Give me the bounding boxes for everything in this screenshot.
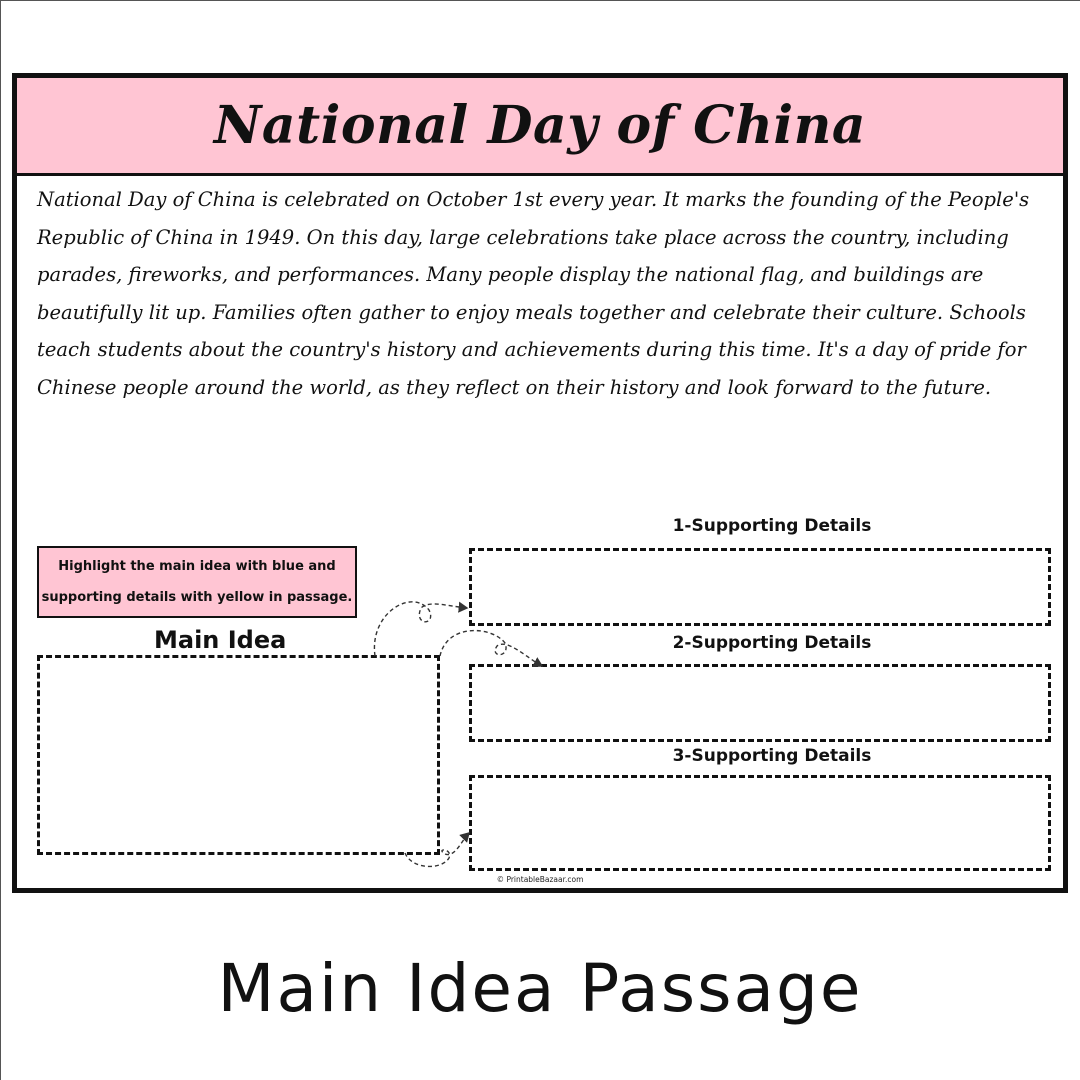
instruction-text: Highlight the main idea with blue and supporting details with yellow in passage. (41, 559, 353, 605)
copyright-notice: © PrintableBazaar.com (496, 875, 584, 884)
supporting-detail-1-box[interactable] (469, 548, 1051, 626)
caption: Main Idea Passage (217, 950, 863, 1027)
worksheet (12, 73, 1068, 893)
supporting-detail-2-box[interactable] (469, 664, 1051, 742)
supporting-detail-3-box[interactable] (469, 775, 1051, 871)
title-bar (17, 78, 1063, 176)
worksheet-title: National Day of China (213, 95, 867, 156)
supporting-detail-2-label: 2-Supporting Details (672, 633, 872, 653)
main-idea-label: Main Idea (154, 626, 287, 654)
main-idea-box[interactable] (37, 655, 440, 855)
page-top-edge (0, 0, 1080, 1)
supporting-detail-3-label: 3-Supporting Details (672, 746, 872, 766)
page-left-edge (0, 0, 1, 1080)
reading-passage: National Day of China is celebrated on October 1st every year. It marks the founding of the People's Republic of China in 1949. On this day, large celebrations take place across the country, including parades, fireworks, and performances. Many people display the national flag, and buildings are beautifully lit up. Families often gather to enjoy meals together and celebrate their culture. Schools teach students about the country's history and achievements during this time. It's a day of pride for Chinese people around the world, as they reflect on their history and look forward to the future. (37, 188, 1030, 399)
arrow-to-detail-2 (440, 631, 542, 666)
supporting-detail-1-label: 1-Supporting Details (672, 516, 872, 536)
arrow-to-detail-1 (374, 602, 467, 656)
instruction-box (37, 546, 357, 618)
